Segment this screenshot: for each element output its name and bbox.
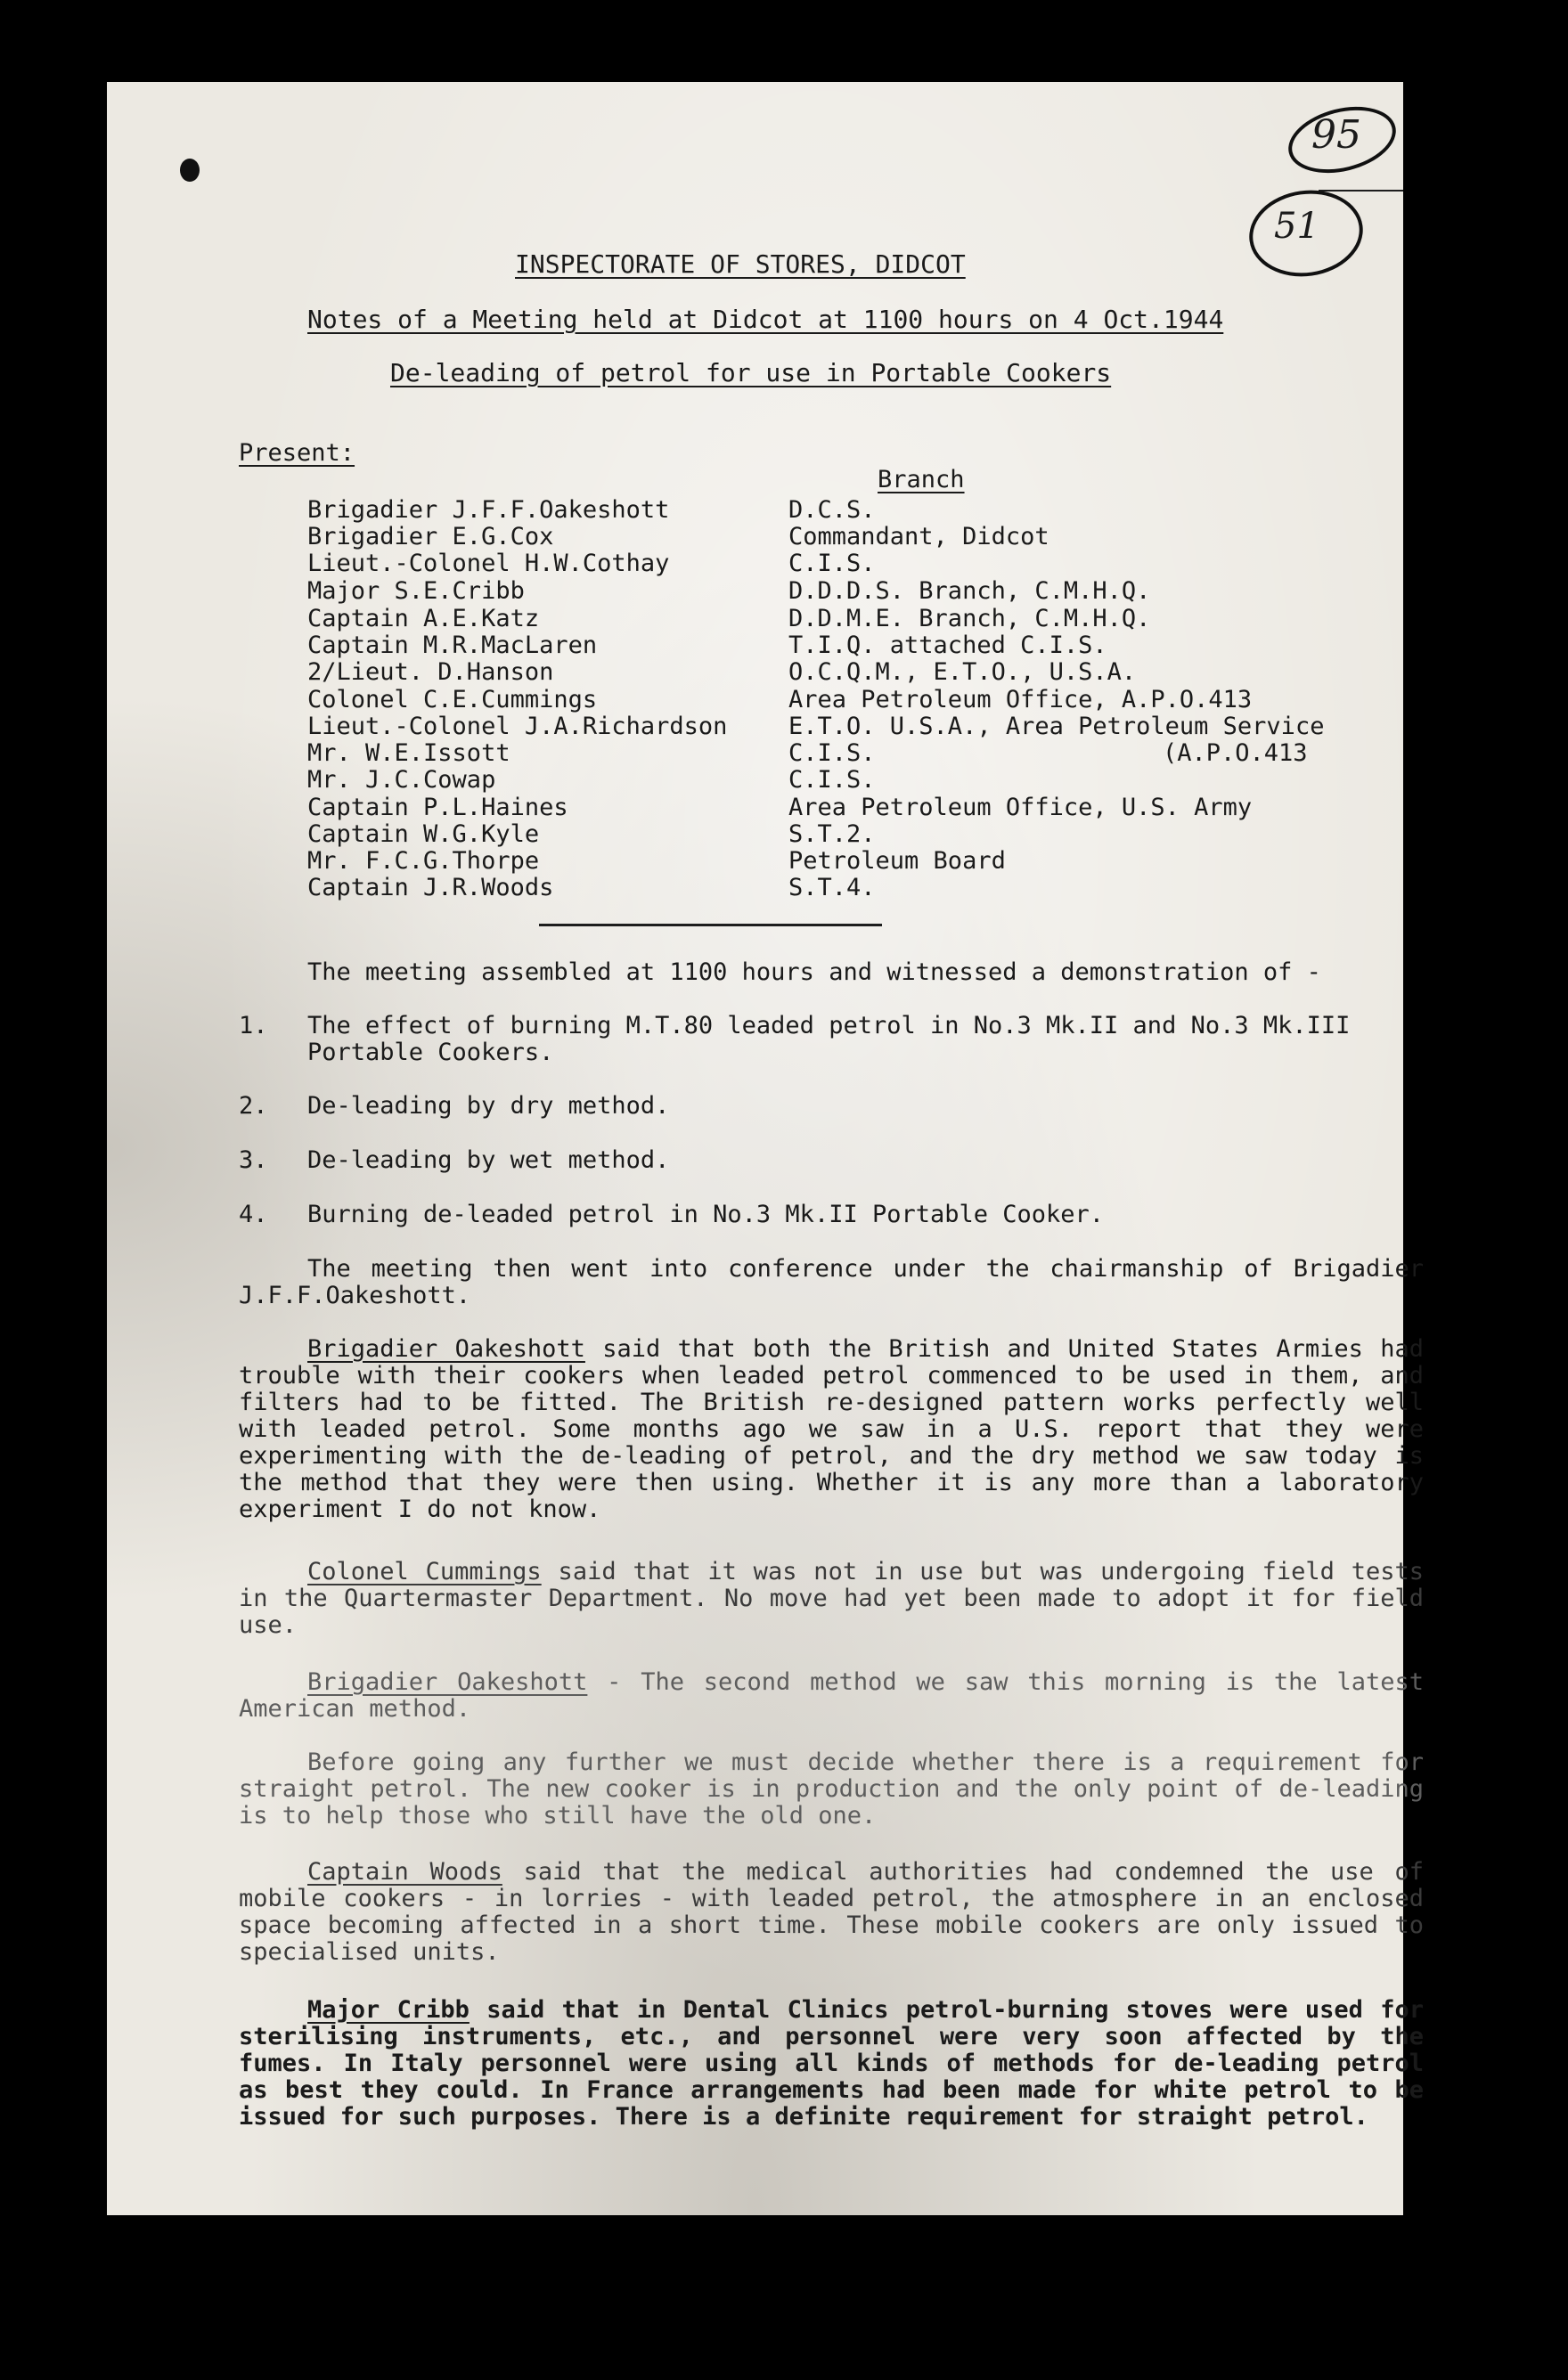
attendee-name: Lieut.-Colonel H.W.Cothay — [307, 550, 670, 577]
attendee-branch: S.T.2. — [788, 820, 876, 848]
speaker-name: Colonel Cummings — [307, 1558, 542, 1585]
discussion-paragraph — [239, 1669, 1424, 1723]
attendee-branch: T.I.Q. attached C.I.S. — [788, 632, 1107, 659]
attendee-name: Brigadier J.F.F.Oakeshott — [307, 496, 670, 524]
attendee-name: Mr. J.C.Cowap — [307, 766, 496, 794]
present-label: Present: — [239, 439, 355, 467]
item-text: The effect of burning M.T.80 leaded petrol in No.3 Mk.II and No.3 Mk.III Portable Cookers. — [307, 1012, 1351, 1066]
section-divider — [539, 924, 882, 926]
paragraph-text: The meeting then went into conference under the chairmanship of Brigadier J.F.F.Oakeshott. — [239, 1255, 1424, 1309]
paragraph-text: said that in Dental Clinics petrol-burning stoves were used for sterilising instruments, etc., and personnel were very soon affected by the fumes. In Italy personnel were using all kinds of methods for de-leading petrol as best they could. In France arrangements had been made for white petrol to be issued for such purposes. There is a definite requirement for straight petrol. — [239, 1996, 1425, 2131]
item-text: Burning de-leaded petrol in No.3 Mk.II Portable Cooker. — [307, 1201, 1105, 1228]
discussion-paragraph — [239, 1997, 1424, 2131]
speaker-name: Brigadier Oakeshott — [307, 1668, 588, 1696]
attendee-name: Captain J.R.Woods — [307, 874, 554, 901]
attendee-name: Captain A.E.Katz — [307, 605, 540, 632]
paragraph-text: Before going any further we must decide whether there is a requirement for straight petrol. The new cooker is in production and the only point of de-leading is to help those who still have the old one. — [239, 1748, 1424, 1830]
ink-blot — [180, 159, 200, 182]
speaker-name: Major Cribb — [307, 1996, 470, 2024]
attendee-branch-continuation: (A.P.O.413 — [1163, 739, 1308, 767]
discussion-paragraph — [239, 1336, 1424, 1523]
attendee-branch: D.D.D.S. Branch, C.M.H.Q. — [788, 577, 1151, 605]
folio-number: 95 — [1311, 112, 1361, 158]
discussion-paragraph — [239, 1749, 1424, 1830]
attendee-branch: Petroleum Board — [788, 847, 1006, 875]
document-title: INSPECTORATE OF STORES, DIDCOT — [515, 249, 966, 279]
attendee-branch: E.T.O. U.S.A., Area Petroleum Service — [788, 713, 1325, 740]
attendee-branch: S.T.4. — [788, 874, 876, 901]
attendee-branch: C.I.S. — [788, 766, 876, 794]
intro-text: The meeting assembled at 1100 hours and witnessed a demonstration of - — [307, 958, 1321, 986]
circled-mark: 51 — [1274, 206, 1319, 247]
paragraph-text: - The second method we saw this morning is the latest American method. — [239, 1668, 1424, 1723]
attendee-name: Lieut.-Colonel J.A.Richardson — [307, 713, 728, 740]
folio-rule — [1319, 190, 1403, 192]
paragraph-text: said that the medical authorities had condemned the use of mobile cookers - in lorries - with leaded petrol, the atmosphere in an enclosed space becoming affected in a short time. These mobile cookers are only issued to specialised units. — [239, 1858, 1424, 1966]
paragraph-text: said that it was not in use but was undergoing field tests in the Quartermaster Department. No move had yet been made to adopt it for field use. — [239, 1558, 1424, 1639]
item-text: De-leading by dry method. — [307, 1092, 670, 1120]
conference-paragraph — [239, 1256, 1424, 1309]
attendee-branch: C.I.S. — [788, 550, 876, 577]
attendee-name: Brigadier E.G.Cox — [307, 523, 554, 550]
meeting-subject: De-leading of petrol for use in Portable Cookers — [390, 358, 1112, 387]
attendee-name: Captain P.L.Haines — [307, 794, 568, 821]
item-number: 3. — [239, 1146, 268, 1174]
speaker-name: Captain Woods — [307, 1858, 502, 1886]
item-number: 4. — [239, 1201, 268, 1228]
attendee-name: 2/Lieut. D.Hanson — [307, 658, 554, 686]
attendee-branch: O.C.Q.M., E.T.O., U.S.A. — [788, 658, 1137, 686]
document-page — [107, 82, 1425, 2215]
item-number: 2. — [239, 1092, 268, 1120]
attendee-branch: Area Petroleum Office, A.P.O.413 — [788, 686, 1253, 713]
speaker-name: Brigadier Oakeshott — [307, 1335, 585, 1363]
attendee-name: Major S.E.Cribb — [307, 577, 525, 605]
attendee-branch: Area Petroleum Office, U.S. Army — [788, 794, 1253, 821]
attendee-branch: D.D.M.E. Branch, C.M.H.Q. — [788, 605, 1151, 632]
attendee-name: Mr. W.E.Issott — [307, 739, 510, 767]
attendee-branch: D.C.S. — [788, 496, 876, 524]
discussion-paragraph — [239, 1559, 1424, 1639]
attendee-name: Colonel C.E.Cummings — [307, 686, 598, 713]
branch-column-header: Branch — [878, 466, 965, 493]
discussion-paragraph — [239, 1859, 1424, 1966]
attendee-branch: Commandant, Didcot — [788, 523, 1049, 550]
paragraph-text: said that both the British and United States Armies had trouble with their cookers when leaded petrol commenced to be used in them, and filters had to be fitted. The British re-designed pattern works perfectly well with leaded petrol. Some months ago we saw in a U.S. report that they were experimenting with the de-leading of petrol, and the dry method we saw today is the method that they were then using. Whether it is any more than a laboratory experiment I do not know. — [239, 1335, 1424, 1523]
attendee-name: Captain M.R.MacLaren — [307, 632, 598, 659]
attendee-name: Mr. F.C.G.Thorpe — [307, 847, 540, 875]
attendee-branch: C.I.S. — [788, 739, 876, 767]
item-number: 1. — [239, 1012, 268, 1039]
meeting-subtitle: Notes of a Meeting held at Didcot at 1100 hours on 4 Oct.1944 — [307, 305, 1224, 334]
attendee-name: Captain W.G.Kyle — [307, 820, 540, 848]
item-text: De-leading by wet method. — [307, 1146, 670, 1174]
